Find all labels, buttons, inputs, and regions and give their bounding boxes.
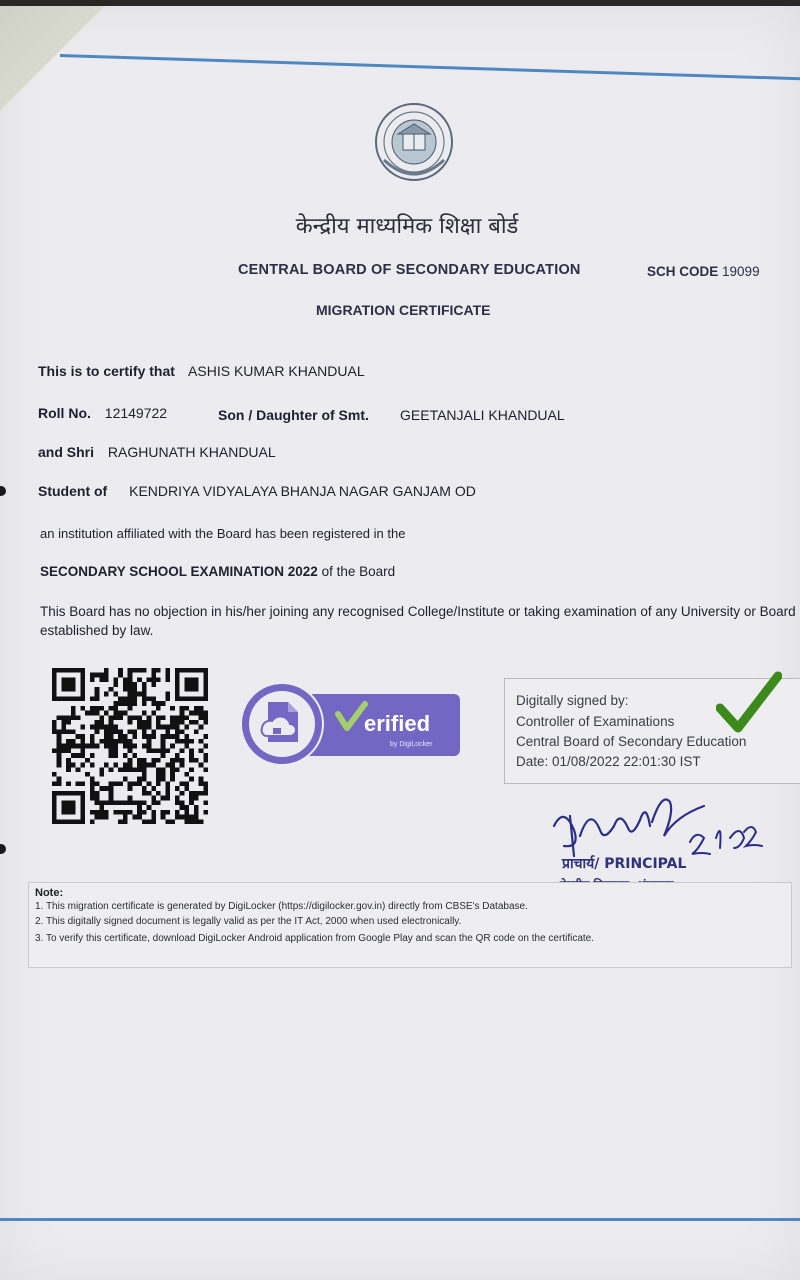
father-label: and Shri [38,444,95,460]
qr-code[interactable] [50,668,210,824]
verified-sub: by DigiLocker [390,741,433,748]
school-code-value: 19099 [722,264,760,279]
school-row [38,483,476,499]
mother-name: GEETANJALI KHANDUAL [400,407,565,423]
cbse-emblem-icon [372,100,456,190]
school-label: Student of [38,483,108,499]
note-item: 2. This digitally signed document is legally valid as per the IT Act, 2000 when used electronically. [35,916,462,927]
mother-label: Son / Daughter of Smt. [218,407,369,423]
objection-text: This Board has no objection in his/her joining any recognised College/Institute or taking examination of any University or Board established by law. [40,604,796,638]
school-name: KENDRIYA VIDYALAYA BHANJA NAGAR GANJAM OD [129,483,476,499]
board-name-hindi: केन्द्रीय माध्यमिक शिक्षा बोर्ड [295,214,519,239]
exam-row [40,564,395,579]
signature-line-1: Digitally signed by: [516,693,629,708]
roll-label: Roll No. [38,405,91,421]
certify-row [38,363,365,379]
notes-title: Note: [35,887,64,899]
note-item: 1. This migration certificate is generated by DigiLocker (https://digilocker.gov.in) directly from CBSE's Database. [35,901,528,912]
signature-line-3: Central Board of Secondary Education [516,734,747,749]
signature-line-2: Controller of Examinations [516,714,675,729]
punch-hole [0,486,6,496]
school-code-label: SCH CODE [647,264,719,279]
top-border-line [60,54,800,81]
notes-box [28,882,792,968]
certificate-sheet [0,6,800,1280]
student-name: ASHIS KUMAR KHANDUAL [188,363,365,379]
roll-row [38,405,565,423]
affiliation-line: an institution affiliated with the Board has been registered in the [40,526,406,541]
bottom-border-line [0,1218,800,1221]
board-name: CENTRAL BOARD OF SECONDARY EDUCATION [238,262,581,278]
green-tick-icon [716,670,782,734]
school-code [647,264,760,279]
father-row [38,444,276,460]
verified-badge [240,678,464,770]
exam-suffix: of the Board [321,564,396,579]
certify-label: This is to certify that [38,363,175,379]
exam-name: SECONDARY SCHOOL EXAMINATION 2022 [40,564,318,579]
roll-number: 12149722 [104,405,168,421]
note-item: 3. To verify this certificate, download DigiLocker Android application from Google Play and scan the QR code on the certificate. [35,933,595,944]
signature-date: Date: 01/08/2022 22:01:30 IST [516,754,701,769]
principal-stamp: प्राचार्य/ PRINCIPAL [562,856,687,872]
punch-hole [0,844,6,854]
certificate-title: MIGRATION CERTIFICATE [316,302,491,318]
father-name: RAGHUNATH KHANDUAL [107,444,276,460]
verified-word: erified [364,711,431,736]
page-corner [0,6,110,126]
